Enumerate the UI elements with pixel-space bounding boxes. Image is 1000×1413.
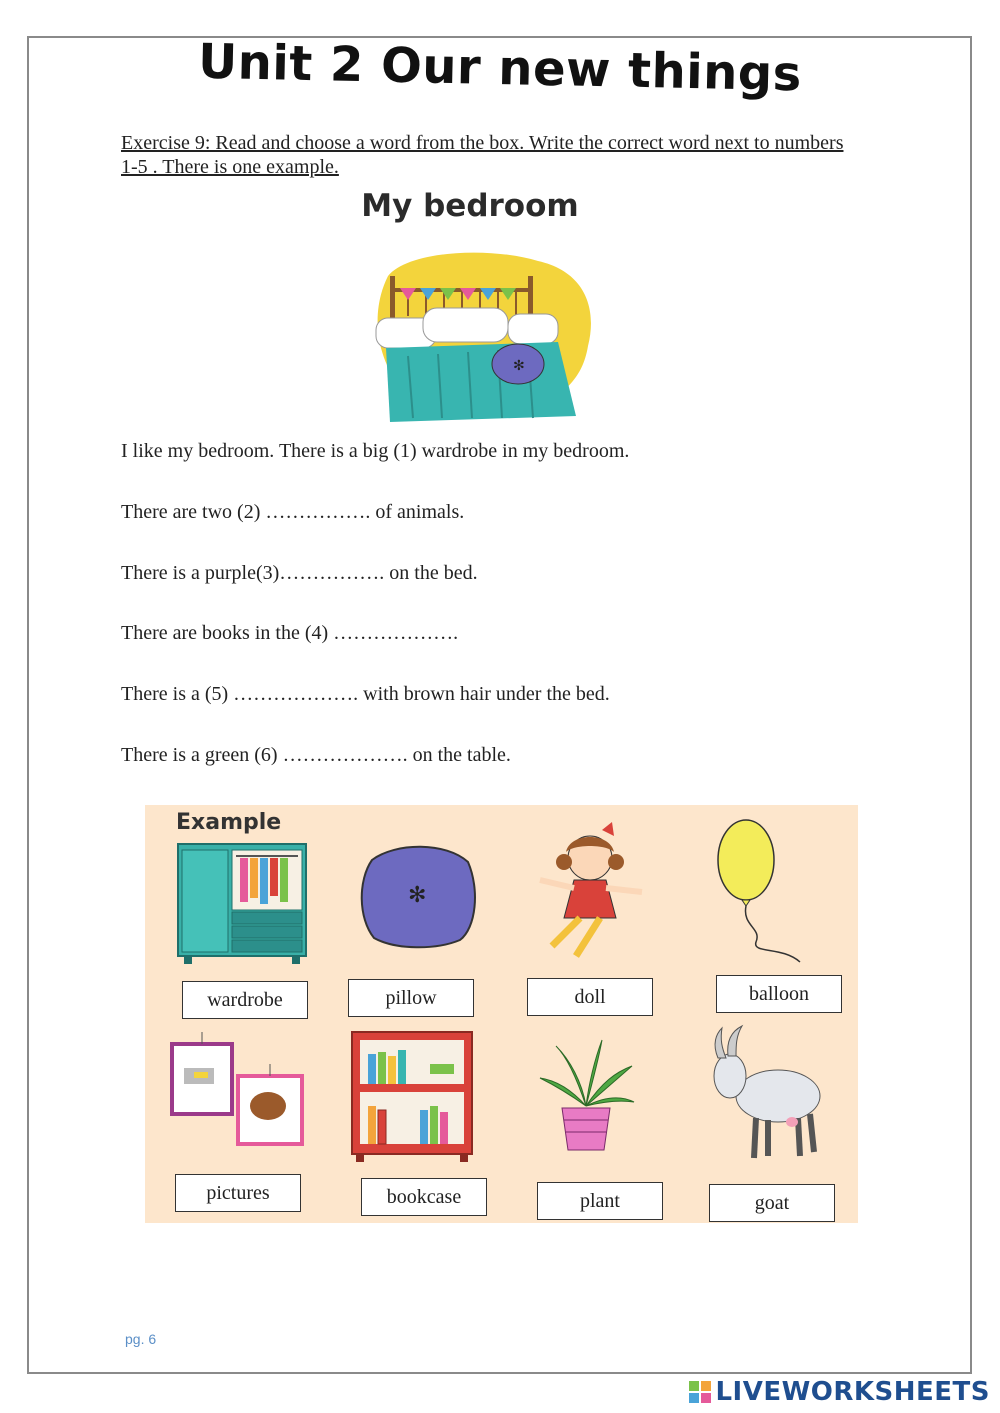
- balloon-image: [712, 816, 808, 968]
- pictures-image: [168, 1030, 308, 1148]
- word-card-goat: goat: [709, 1184, 835, 1222]
- page-title: Unit 2 Our new things: [197, 33, 803, 103]
- sentence-6: There is a green (6) ………………. on the table.: [121, 744, 511, 766]
- word-card-balloon: balloon: [716, 975, 842, 1013]
- sentence-4: There are books in the (4) ……………….: [121, 622, 459, 644]
- pillow-image: [356, 840, 480, 952]
- example-label: Example: [176, 810, 282, 835]
- plant-image: [536, 1036, 636, 1154]
- sentence-3: There is a purple(3)……………. on the bed.: [121, 562, 478, 584]
- word-card-bookcase: bookcase: [361, 1178, 487, 1216]
- goat-image: [706, 1024, 830, 1164]
- sentence-5: There is a (5) ………………. with brown hair under the bed.: [121, 683, 610, 705]
- word-card-pillow: pillow: [348, 979, 474, 1017]
- word-card-plant: plant: [537, 1182, 663, 1220]
- sentence-2: There are two (2) ……………. of animals.: [121, 501, 465, 523]
- exercise-instruction: Exercise 9: Read and choose a word from the box. Write the correct word next to numbers 1-5 . There is one example.: [121, 132, 844, 178]
- brand-footer[interactable]: [689, 1377, 990, 1407]
- brand-name: LIVEWORKSHEETS: [715, 1377, 990, 1407]
- word-card-wardrobe: wardrobe: [182, 981, 308, 1019]
- liveworksheets-logo-icon: [689, 1381, 711, 1403]
- word-card-doll: doll: [527, 978, 653, 1016]
- word-card-pictures: pictures: [175, 1174, 301, 1212]
- bookcase-image: [350, 1030, 474, 1164]
- sentence-1-example: I like my bedroom. There is a big (1) wardrobe in my bedroom.: [121, 440, 630, 462]
- bedroom-illustration: [368, 246, 598, 424]
- page-number: pg. 6: [125, 1331, 157, 1347]
- wardrobe-image: [174, 840, 310, 966]
- section-subtitle: My bedroom: [361, 188, 579, 224]
- svg-text:✻: ✻: [408, 882, 427, 907]
- svg-text:✻: ✻: [513, 359, 525, 374]
- doll-image: [530, 818, 650, 966]
